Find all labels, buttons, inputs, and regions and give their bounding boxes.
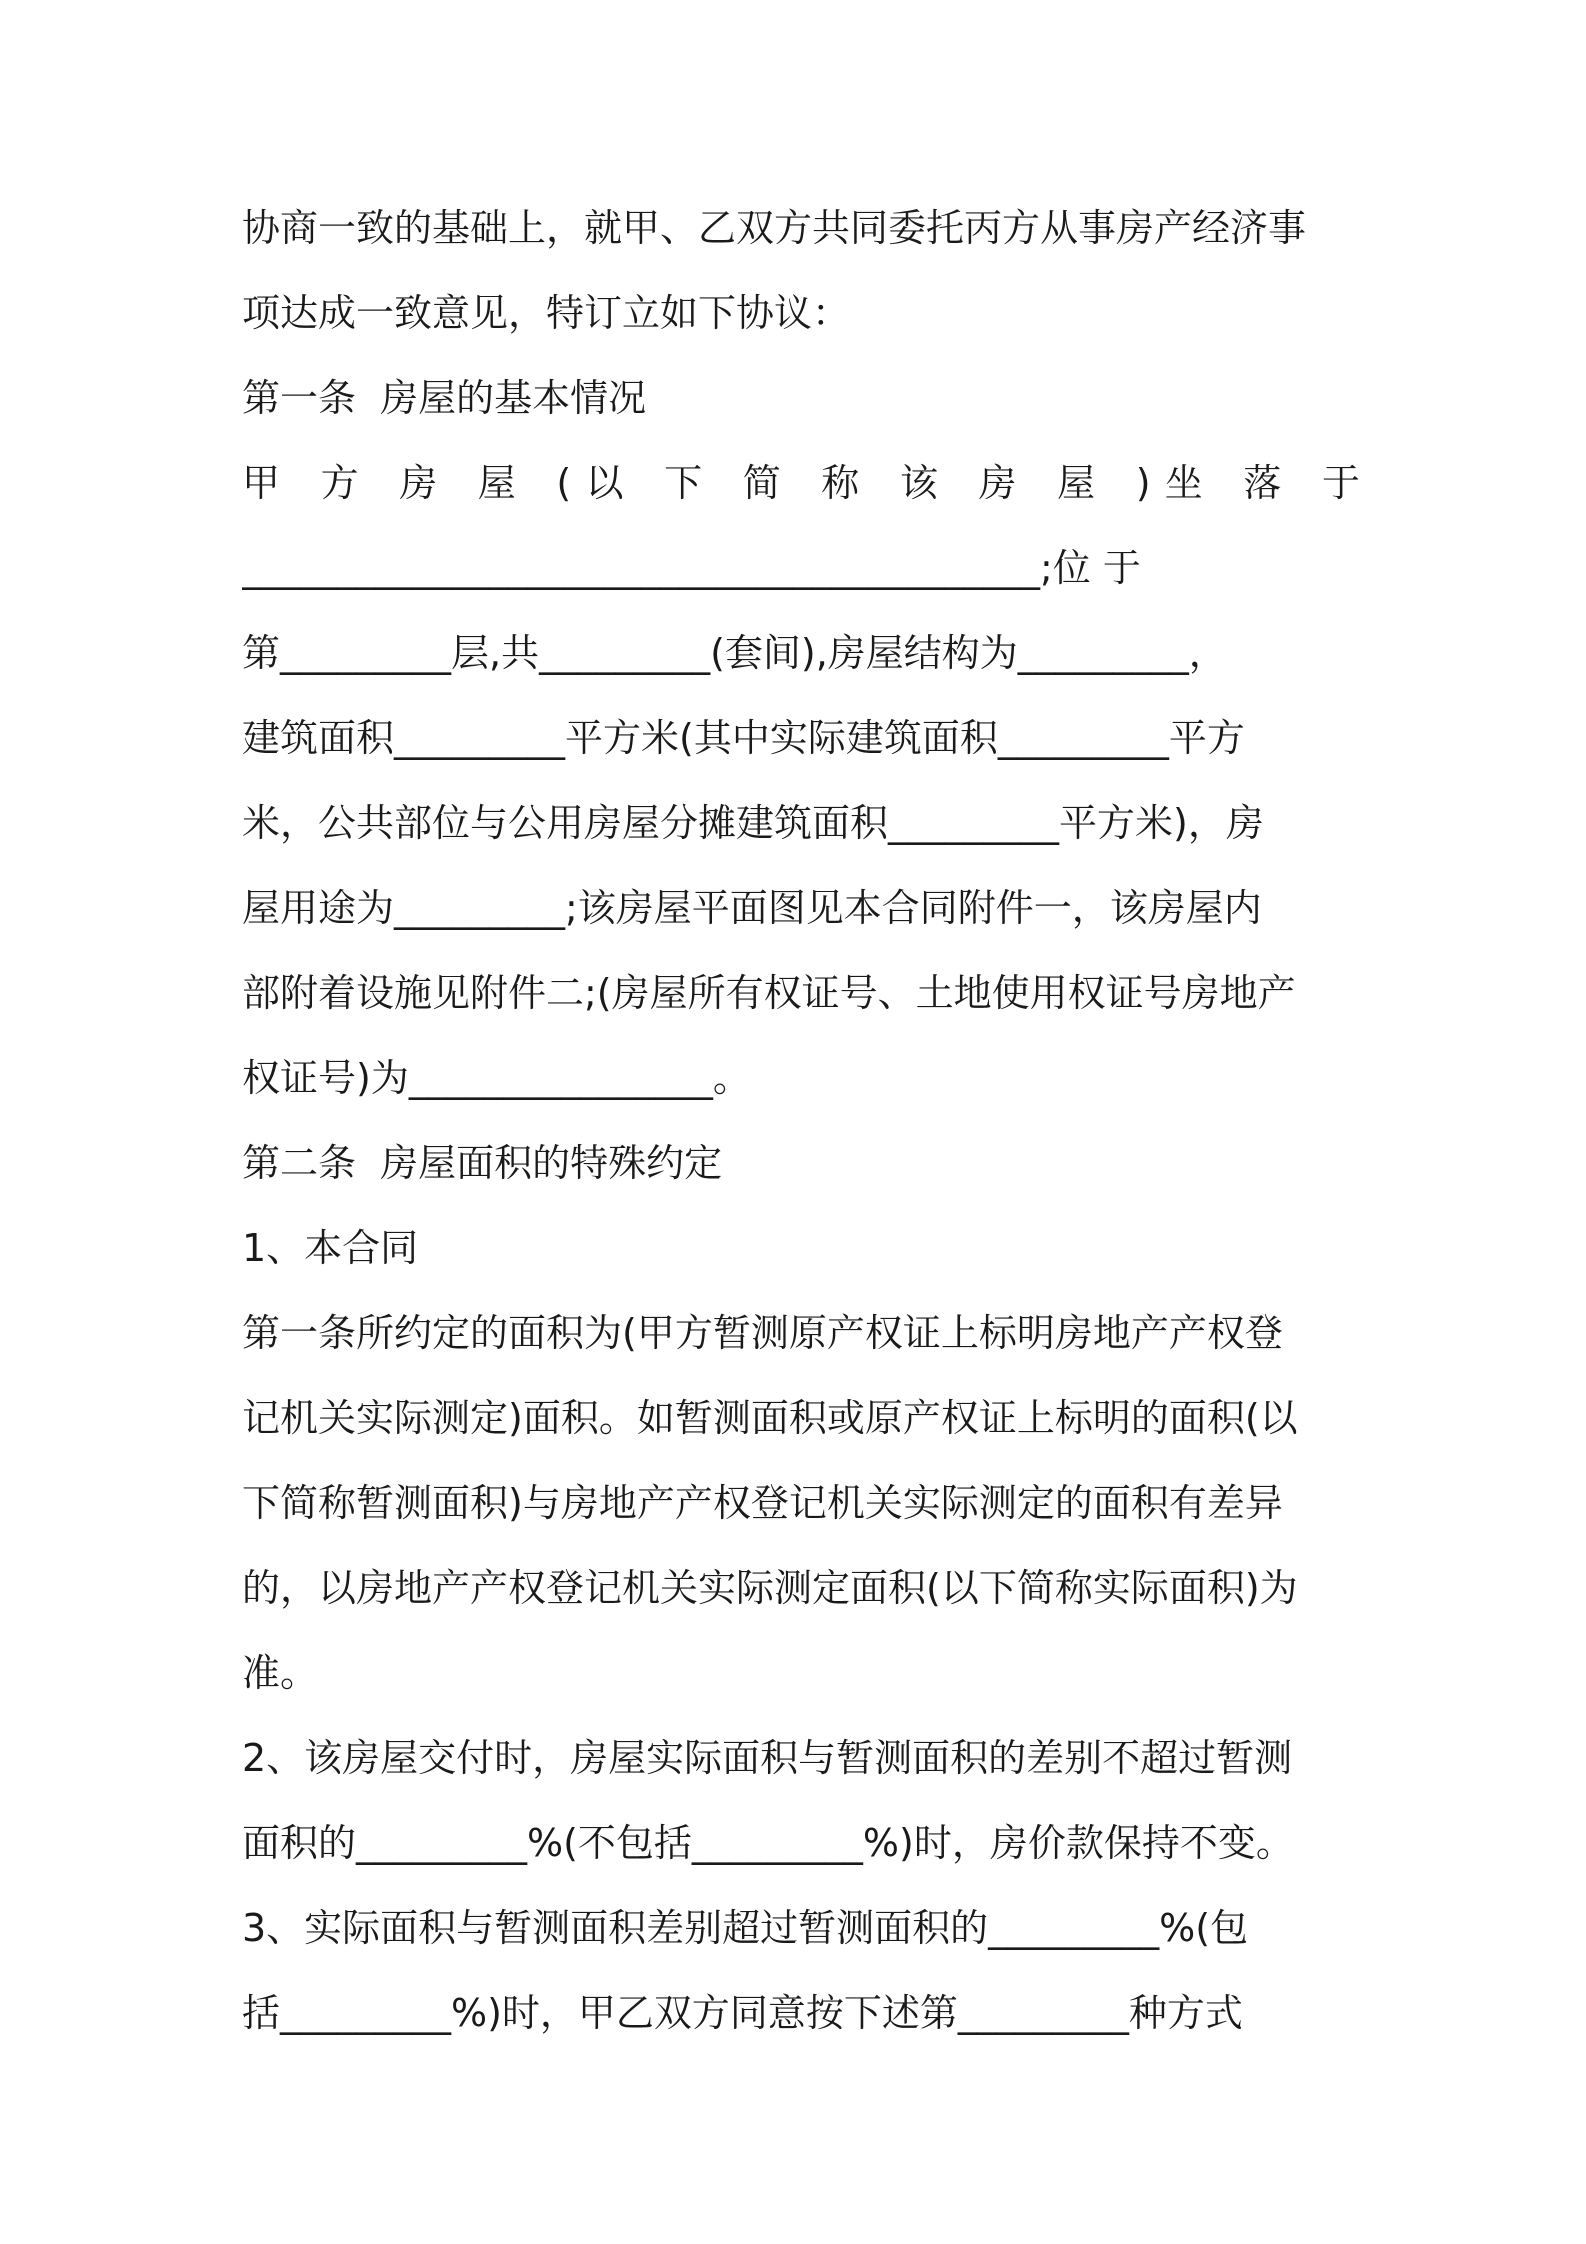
text-line-6: 第_________层,共_________(套间),房屋结构为_________，	[242, 631, 1227, 675]
text-line-18: 准。	[242, 1651, 319, 1695]
text-line-5: __________________________________________;位 于	[242, 546, 1141, 590]
text-line-11: 权证号)为________________。	[242, 1056, 751, 1100]
text-line-22: 括_________%)时，甲乙双方同意按下述第_________种方式	[242, 1991, 1243, 2035]
text-line-4: 甲 方 房 屋 (以 下 简 称 该 房 屋 )坐 落 于	[242, 461, 1360, 505]
text-line-20: 面积的_________%(不包括_________%)时，房价款保持不变。	[242, 1821, 1294, 1865]
text-line-21: 3、实际面积与暂测面积差别超过暂测面积的_________%(包	[242, 1906, 1249, 1950]
article-1-heading: 第一条 房屋的基本情况	[242, 376, 647, 420]
text-line-9: 屋用途为_________;该房屋平面图见本合同附件一，该房屋内	[242, 886, 1262, 930]
text-line-19: 2、该房屋交付时，房屋实际面积与暂测面积的差别不超过暂测	[242, 1736, 1293, 1780]
text-line-8: 米，公共部位与公用房屋分摊建筑面积_________平方米)，房	[242, 801, 1264, 845]
text-line-2: 项达成一致意见，特订立如下协议：	[242, 291, 851, 335]
text-line-1: 协商一致的基础上，就甲、乙双方共同委托丙方从事房产经济事	[242, 206, 1307, 250]
text-line-10: 部附着设施见附件二;(房屋所有权证号、土地使用权证号房地产	[242, 971, 1296, 1015]
text-line-17: 的，以房地产产权登记机关实际测定面积(以下简称实际面积)为	[242, 1566, 1298, 1610]
text-line-15: 记机关实际测定)面积。如暂测面积或原产权证上标明的面积(以	[242, 1396, 1298, 1440]
text-line-13: 1、本合同	[242, 1226, 419, 1270]
article-2-heading: 第二条 房屋面积的特殊约定	[242, 1141, 723, 1185]
text-line-7: 建筑面积_________平方米(其中实际建筑面积_________平方	[242, 716, 1245, 760]
text-line-14: 第一条所约定的面积为(甲方暂测原产权证上标明房地产产权登	[242, 1311, 1283, 1355]
text-line-16: 下简称暂测面积)与房地产产权登记机关实际测定的面积有差异	[242, 1481, 1283, 1525]
